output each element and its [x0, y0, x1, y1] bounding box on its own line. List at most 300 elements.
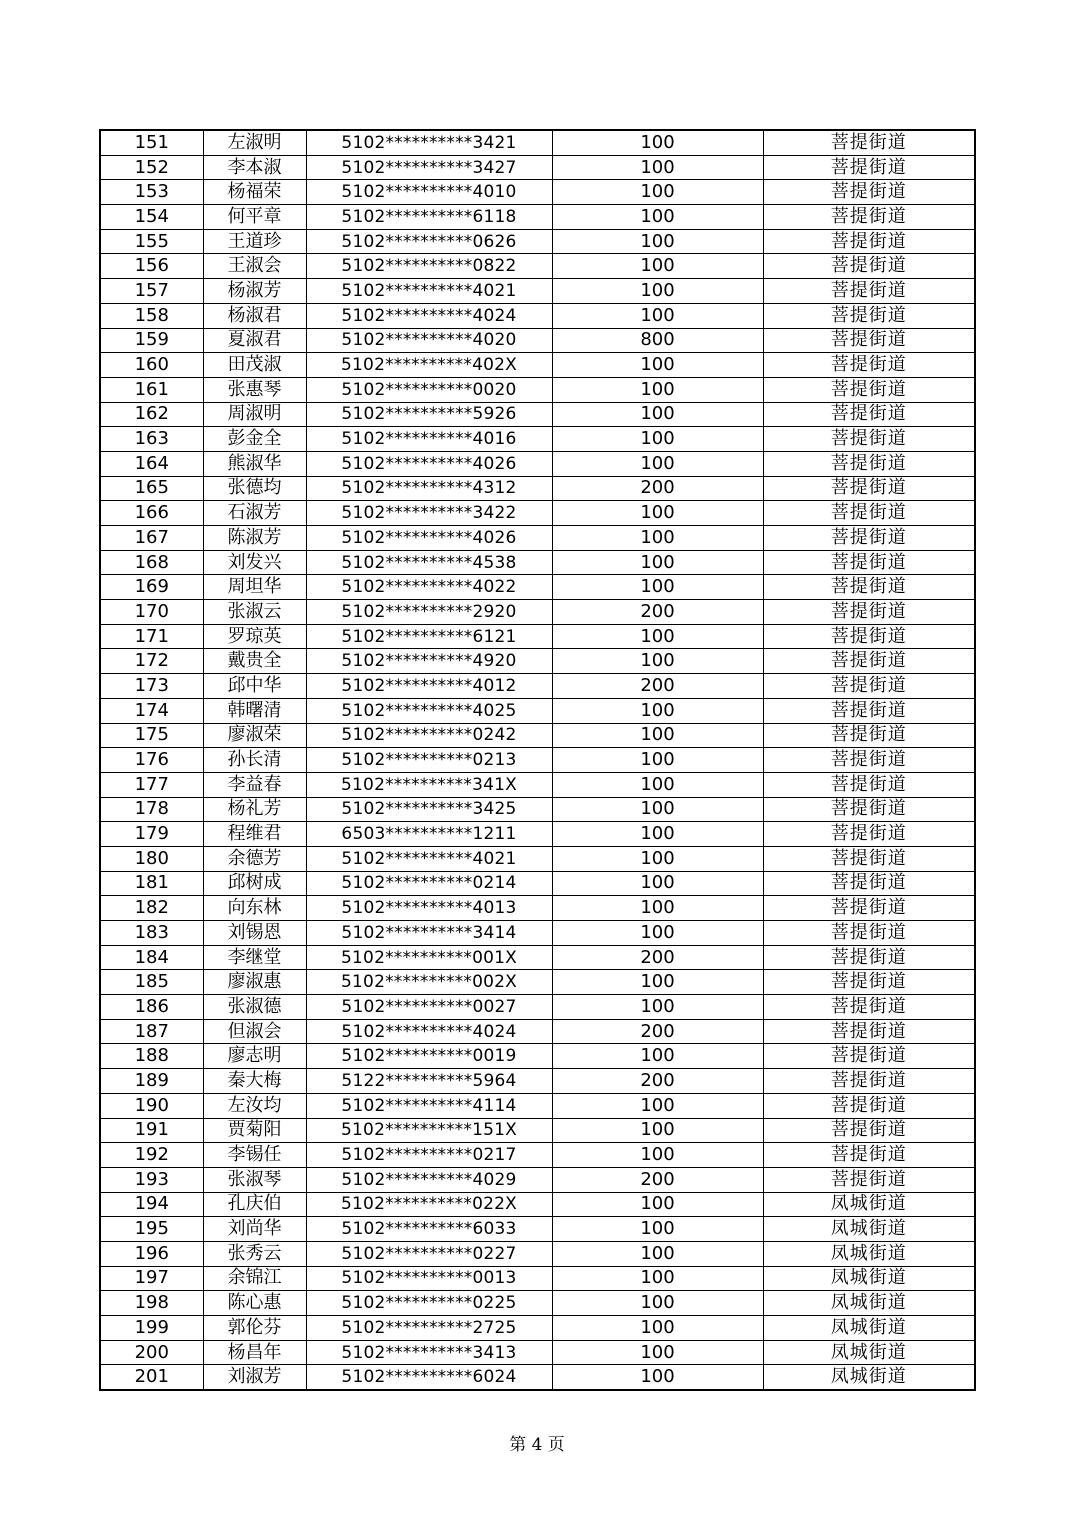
person-name-cell: 张德均 [203, 476, 306, 501]
street-name-cell: 菩提街道 [763, 896, 975, 921]
row-number-cell: 195 [100, 1217, 203, 1242]
amount-cell: 100 [552, 624, 763, 649]
id-number-cell: 5102**********0027 [306, 995, 552, 1020]
amount-cell: 100 [552, 451, 763, 476]
table-row [100, 945, 975, 970]
table-row [100, 402, 975, 427]
person-name-cell: 张惠琴 [203, 377, 306, 402]
row-number-cell: 162 [100, 402, 203, 427]
id-number-cell: 5102**********0020 [306, 377, 552, 402]
table-row [100, 698, 975, 723]
row-number-cell: 158 [100, 303, 203, 328]
amount-cell: 100 [552, 921, 763, 946]
table-row [100, 1093, 975, 1118]
table-row [100, 476, 975, 501]
person-name-cell: 余德芳 [203, 846, 306, 871]
table-row [100, 575, 975, 600]
id-number-cell: 5102**********4010 [306, 180, 552, 205]
person-name-cell: 左汝均 [203, 1093, 306, 1118]
id-number-cell: 6503**********1211 [306, 822, 552, 847]
street-name-cell: 菩提街道 [763, 155, 975, 180]
id-number-cell: 5102**********4020 [306, 328, 552, 353]
amount-cell: 100 [552, 1365, 763, 1390]
amount-cell: 100 [552, 822, 763, 847]
street-name-cell: 菩提街道 [763, 575, 975, 600]
amount-cell: 100 [552, 550, 763, 575]
id-number-cell: 5102**********3425 [306, 797, 552, 822]
person-name-cell: 程维君 [203, 822, 306, 847]
street-name-cell: 凤城街道 [763, 1316, 975, 1341]
street-name-cell: 菩提街道 [763, 1069, 975, 1094]
id-number-cell: 5102**********0242 [306, 723, 552, 748]
amount-cell: 800 [552, 328, 763, 353]
table-row [100, 353, 975, 378]
person-name-cell: 张淑德 [203, 995, 306, 1020]
person-name-cell: 陈心惠 [203, 1291, 306, 1316]
table-row [100, 180, 975, 205]
amount-cell: 100 [552, 303, 763, 328]
street-name-cell: 菩提街道 [763, 846, 975, 871]
street-name-cell: 菩提街道 [763, 279, 975, 304]
person-name-cell: 廖淑荣 [203, 723, 306, 748]
street-name-cell: 菩提街道 [763, 303, 975, 328]
person-name-cell: 陈淑芳 [203, 526, 306, 551]
row-number-cell: 187 [100, 1019, 203, 1044]
amount-cell: 100 [552, 279, 763, 304]
row-number-cell: 152 [100, 155, 203, 180]
person-name-cell: 杨昌年 [203, 1340, 306, 1365]
person-name-cell: 韩曙清 [203, 698, 306, 723]
table-row [100, 822, 975, 847]
amount-cell: 200 [552, 1167, 763, 1192]
row-number-cell: 167 [100, 526, 203, 551]
amount-cell: 100 [552, 1291, 763, 1316]
row-number-cell: 173 [100, 674, 203, 699]
person-name-cell: 杨福荣 [203, 180, 306, 205]
row-number-cell: 192 [100, 1143, 203, 1168]
amount-cell: 100 [552, 1340, 763, 1365]
amount-cell: 100 [552, 846, 763, 871]
amount-cell: 100 [552, 1118, 763, 1143]
person-name-cell: 李本淑 [203, 155, 306, 180]
amount-cell: 100 [552, 1266, 763, 1291]
amount-cell: 200 [552, 1019, 763, 1044]
table-row [100, 1291, 975, 1316]
id-number-cell: 5102**********0013 [306, 1266, 552, 1291]
amount-cell: 100 [552, 995, 763, 1020]
street-name-cell: 菩提街道 [763, 624, 975, 649]
amount-cell: 100 [552, 1217, 763, 1242]
id-number-cell: 5102**********4114 [306, 1093, 552, 1118]
person-name-cell: 余锦江 [203, 1266, 306, 1291]
street-name-cell: 菩提街道 [763, 451, 975, 476]
street-name-cell: 菩提街道 [763, 748, 975, 773]
amount-cell: 100 [552, 377, 763, 402]
street-name-cell: 菩提街道 [763, 1143, 975, 1168]
table-row [100, 1019, 975, 1044]
street-name-cell: 菩提街道 [763, 1019, 975, 1044]
row-number-cell: 183 [100, 921, 203, 946]
amount-cell: 100 [552, 130, 763, 155]
table-row [100, 1365, 975, 1390]
table-row [100, 1241, 975, 1266]
street-name-cell: 菩提街道 [763, 772, 975, 797]
person-name-cell: 刘淑芳 [203, 1365, 306, 1390]
person-name-cell: 廖淑惠 [203, 970, 306, 995]
table-row [100, 1118, 975, 1143]
person-name-cell: 李益春 [203, 772, 306, 797]
person-name-cell: 夏淑君 [203, 328, 306, 353]
id-number-cell: 5102**********4025 [306, 698, 552, 723]
street-name-cell: 菩提街道 [763, 1044, 975, 1069]
id-number-cell: 5102**********022X [306, 1192, 552, 1217]
person-name-cell: 刘尚华 [203, 1217, 306, 1242]
table-row [100, 254, 975, 279]
amount-cell: 100 [552, 1192, 763, 1217]
row-number-cell: 155 [100, 229, 203, 254]
amount-cell: 200 [552, 600, 763, 625]
table-row [100, 797, 975, 822]
row-number-cell: 176 [100, 748, 203, 773]
row-number-cell: 181 [100, 871, 203, 896]
amount-cell: 100 [552, 353, 763, 378]
person-name-cell: 何平章 [203, 205, 306, 230]
id-number-cell: 5102**********402X [306, 353, 552, 378]
row-number-cell: 191 [100, 1118, 203, 1143]
street-name-cell: 凤城街道 [763, 1217, 975, 1242]
person-name-cell: 罗琼英 [203, 624, 306, 649]
person-name-cell: 杨淑芳 [203, 279, 306, 304]
row-number-cell: 179 [100, 822, 203, 847]
id-number-cell: 5102**********4021 [306, 279, 552, 304]
row-number-cell: 154 [100, 205, 203, 230]
id-number-cell: 5102**********5926 [306, 402, 552, 427]
amount-cell: 200 [552, 674, 763, 699]
row-number-cell: 159 [100, 328, 203, 353]
id-number-cell: 5102**********2920 [306, 600, 552, 625]
row-number-cell: 171 [100, 624, 203, 649]
street-name-cell: 菩提街道 [763, 130, 975, 155]
row-number-cell: 172 [100, 649, 203, 674]
row-number-cell: 170 [100, 600, 203, 625]
row-number-cell: 161 [100, 377, 203, 402]
person-name-cell: 廖志明 [203, 1044, 306, 1069]
table-row [100, 205, 975, 230]
person-name-cell: 刘锡恩 [203, 921, 306, 946]
row-number-cell: 188 [100, 1044, 203, 1069]
street-name-cell: 凤城街道 [763, 1241, 975, 1266]
person-name-cell: 王道珍 [203, 229, 306, 254]
row-number-cell: 190 [100, 1093, 203, 1118]
person-name-cell: 彭金全 [203, 427, 306, 452]
row-number-cell: 157 [100, 279, 203, 304]
amount-cell: 100 [552, 748, 763, 773]
street-name-cell: 凤城街道 [763, 1340, 975, 1365]
person-name-cell: 杨礼芳 [203, 797, 306, 822]
id-number-cell: 5102**********6024 [306, 1365, 552, 1390]
person-name-cell: 孔庆伯 [203, 1192, 306, 1217]
id-number-cell: 5102**********0227 [306, 1241, 552, 1266]
person-name-cell: 田茂淑 [203, 353, 306, 378]
id-number-cell: 5102**********002X [306, 970, 552, 995]
id-number-cell: 5102**********6033 [306, 1217, 552, 1242]
person-name-cell: 熊淑华 [203, 451, 306, 476]
row-number-cell: 185 [100, 970, 203, 995]
person-name-cell: 戴贵全 [203, 649, 306, 674]
table-row [100, 303, 975, 328]
person-name-cell: 杨淑君 [203, 303, 306, 328]
table-row [100, 896, 975, 921]
street-name-cell: 菩提街道 [763, 797, 975, 822]
amount-cell: 100 [552, 402, 763, 427]
street-name-cell: 菩提街道 [763, 649, 975, 674]
amount-cell: 100 [552, 229, 763, 254]
table-row [100, 723, 975, 748]
row-number-cell: 177 [100, 772, 203, 797]
id-number-cell: 5102**********4012 [306, 674, 552, 699]
person-name-cell: 张秀云 [203, 1241, 306, 1266]
person-name-cell: 石淑芳 [203, 501, 306, 526]
row-number-cell: 198 [100, 1291, 203, 1316]
amount-cell: 100 [552, 772, 763, 797]
person-name-cell: 张淑云 [203, 600, 306, 625]
row-number-cell: 199 [100, 1316, 203, 1341]
table-row [100, 279, 975, 304]
street-name-cell: 菩提街道 [763, 674, 975, 699]
id-number-cell: 5102**********2725 [306, 1316, 552, 1341]
amount-cell: 100 [552, 1241, 763, 1266]
id-number-cell: 5102**********4026 [306, 526, 552, 551]
table-row [100, 1167, 975, 1192]
table-row [100, 1217, 975, 1242]
table-row [100, 674, 975, 699]
person-name-cell: 郭伦芬 [203, 1316, 306, 1341]
street-name-cell: 菩提街道 [763, 723, 975, 748]
amount-cell: 100 [552, 1143, 763, 1168]
row-number-cell: 194 [100, 1192, 203, 1217]
id-number-cell: 5102**********3413 [306, 1340, 552, 1365]
table-row [100, 550, 975, 575]
street-name-cell: 菩提街道 [763, 550, 975, 575]
street-name-cell: 菩提街道 [763, 871, 975, 896]
table-row [100, 600, 975, 625]
id-number-cell: 5102**********4024 [306, 1019, 552, 1044]
table-row [100, 871, 975, 896]
amount-cell: 100 [552, 575, 763, 600]
table-row [100, 155, 975, 180]
street-name-cell: 菩提街道 [763, 945, 975, 970]
row-number-cell: 151 [100, 130, 203, 155]
id-number-cell: 5102**********6118 [306, 205, 552, 230]
id-number-cell: 5102**********0213 [306, 748, 552, 773]
table-row [100, 1316, 975, 1341]
street-name-cell: 菩提街道 [763, 402, 975, 427]
id-number-cell: 5102**********3422 [306, 501, 552, 526]
person-name-cell: 贾菊阳 [203, 1118, 306, 1143]
row-number-cell: 189 [100, 1069, 203, 1094]
id-number-cell: 5102**********0019 [306, 1044, 552, 1069]
row-number-cell: 201 [100, 1365, 203, 1390]
id-number-cell: 5102**********0217 [306, 1143, 552, 1168]
person-name-cell: 左淑明 [203, 130, 306, 155]
id-number-cell: 5102**********4920 [306, 649, 552, 674]
street-name-cell: 菩提街道 [763, 1093, 975, 1118]
person-name-cell: 但淑会 [203, 1019, 306, 1044]
table-row [100, 501, 975, 526]
street-name-cell: 菩提街道 [763, 328, 975, 353]
street-name-cell: 菩提街道 [763, 822, 975, 847]
row-number-cell: 160 [100, 353, 203, 378]
row-number-cell: 168 [100, 550, 203, 575]
amount-cell: 100 [552, 1093, 763, 1118]
street-name-cell: 凤城街道 [763, 1266, 975, 1291]
person-name-cell: 邱树成 [203, 871, 306, 896]
street-name-cell: 菩提街道 [763, 526, 975, 551]
street-name-cell: 菩提街道 [763, 1118, 975, 1143]
row-number-cell: 174 [100, 698, 203, 723]
id-number-cell: 5102**********4013 [306, 896, 552, 921]
table-row [100, 1266, 975, 1291]
table-row [100, 130, 975, 155]
roster-table-body [100, 130, 975, 1390]
table-row [100, 1069, 975, 1094]
id-number-cell: 5102**********4022 [306, 575, 552, 600]
row-number-cell: 196 [100, 1241, 203, 1266]
person-name-cell: 周坦华 [203, 575, 306, 600]
person-name-cell: 李继堂 [203, 945, 306, 970]
street-name-cell: 凤城街道 [763, 1192, 975, 1217]
table-row [100, 772, 975, 797]
street-name-cell: 菩提街道 [763, 180, 975, 205]
person-name-cell: 孙长清 [203, 748, 306, 773]
amount-cell: 100 [552, 180, 763, 205]
street-name-cell: 菩提街道 [763, 377, 975, 402]
table-row [100, 921, 975, 946]
amount-cell: 100 [552, 797, 763, 822]
id-number-cell: 5102**********001X [306, 945, 552, 970]
table-row [100, 526, 975, 551]
street-name-cell: 菩提街道 [763, 427, 975, 452]
row-number-cell: 166 [100, 501, 203, 526]
id-number-cell: 5102**********4024 [306, 303, 552, 328]
id-number-cell: 5102**********4538 [306, 550, 552, 575]
street-name-cell: 菩提街道 [763, 921, 975, 946]
street-name-cell: 菩提街道 [763, 600, 975, 625]
person-name-cell: 秦大梅 [203, 1069, 306, 1094]
street-name-cell: 菩提街道 [763, 698, 975, 723]
person-name-cell: 王淑会 [203, 254, 306, 279]
amount-cell: 100 [552, 970, 763, 995]
street-name-cell: 菩提街道 [763, 970, 975, 995]
amount-cell: 100 [552, 649, 763, 674]
row-number-cell: 163 [100, 427, 203, 452]
row-number-cell: 178 [100, 797, 203, 822]
amount-cell: 100 [552, 896, 763, 921]
roster-table [99, 129, 976, 1391]
amount-cell: 100 [552, 698, 763, 723]
amount-cell: 100 [552, 1316, 763, 1341]
person-name-cell: 李锡任 [203, 1143, 306, 1168]
amount-cell: 100 [552, 155, 763, 180]
street-name-cell: 凤城街道 [763, 1291, 975, 1316]
amount-cell: 100 [552, 427, 763, 452]
row-number-cell: 200 [100, 1340, 203, 1365]
amount-cell: 100 [552, 723, 763, 748]
person-name-cell: 邱中华 [203, 674, 306, 699]
row-number-cell: 175 [100, 723, 203, 748]
street-name-cell: 菩提街道 [763, 995, 975, 1020]
amount-cell: 100 [552, 501, 763, 526]
id-number-cell: 5102**********0225 [306, 1291, 552, 1316]
row-number-cell: 169 [100, 575, 203, 600]
table-row [100, 649, 975, 674]
row-number-cell: 153 [100, 180, 203, 205]
amount-cell: 200 [552, 476, 763, 501]
row-number-cell: 164 [100, 451, 203, 476]
table-row [100, 1340, 975, 1365]
id-number-cell: 5102**********4016 [306, 427, 552, 452]
table-row [100, 1044, 975, 1069]
amount-cell: 100 [552, 526, 763, 551]
amount-cell: 100 [552, 1044, 763, 1069]
page-number: 第 4 页 [509, 1435, 565, 1455]
amount-cell: 200 [552, 945, 763, 970]
street-name-cell: 凤城街道 [763, 1365, 975, 1390]
street-name-cell: 菩提街道 [763, 1167, 975, 1192]
row-number-cell: 180 [100, 846, 203, 871]
street-name-cell: 菩提街道 [763, 353, 975, 378]
id-number-cell: 5102**********3414 [306, 921, 552, 946]
table-row [100, 970, 975, 995]
row-number-cell: 186 [100, 995, 203, 1020]
id-number-cell: 5102**********6121 [306, 624, 552, 649]
table-row [100, 624, 975, 649]
table-row [100, 328, 975, 353]
table-row [100, 377, 975, 402]
table-row [100, 1143, 975, 1168]
table-row [100, 748, 975, 773]
person-name-cell: 向东林 [203, 896, 306, 921]
street-name-cell: 菩提街道 [763, 501, 975, 526]
amount-cell: 100 [552, 254, 763, 279]
id-number-cell: 5102**********4026 [306, 451, 552, 476]
id-number-cell: 5102**********151X [306, 1118, 552, 1143]
street-name-cell: 菩提街道 [763, 205, 975, 230]
id-number-cell: 5102**********4021 [306, 846, 552, 871]
street-name-cell: 菩提街道 [763, 229, 975, 254]
person-name-cell: 周淑明 [203, 402, 306, 427]
row-number-cell: 182 [100, 896, 203, 921]
row-number-cell: 197 [100, 1266, 203, 1291]
id-number-cell: 5102**********0822 [306, 254, 552, 279]
row-number-cell: 193 [100, 1167, 203, 1192]
amount-cell: 100 [552, 871, 763, 896]
amount-cell: 100 [552, 205, 763, 230]
table-row [100, 1192, 975, 1217]
id-number-cell: 5102**********0214 [306, 871, 552, 896]
person-name-cell: 刘发兴 [203, 550, 306, 575]
id-number-cell: 5102**********341X [306, 772, 552, 797]
row-number-cell: 184 [100, 945, 203, 970]
id-number-cell: 5102**********3421 [306, 130, 552, 155]
id-number-cell: 5122**********5964 [306, 1069, 552, 1094]
id-number-cell: 5102**********0626 [306, 229, 552, 254]
row-number-cell: 156 [100, 254, 203, 279]
id-number-cell: 5102**********4029 [306, 1167, 552, 1192]
table-row [100, 995, 975, 1020]
row-number-cell: 165 [100, 476, 203, 501]
amount-cell: 200 [552, 1069, 763, 1094]
